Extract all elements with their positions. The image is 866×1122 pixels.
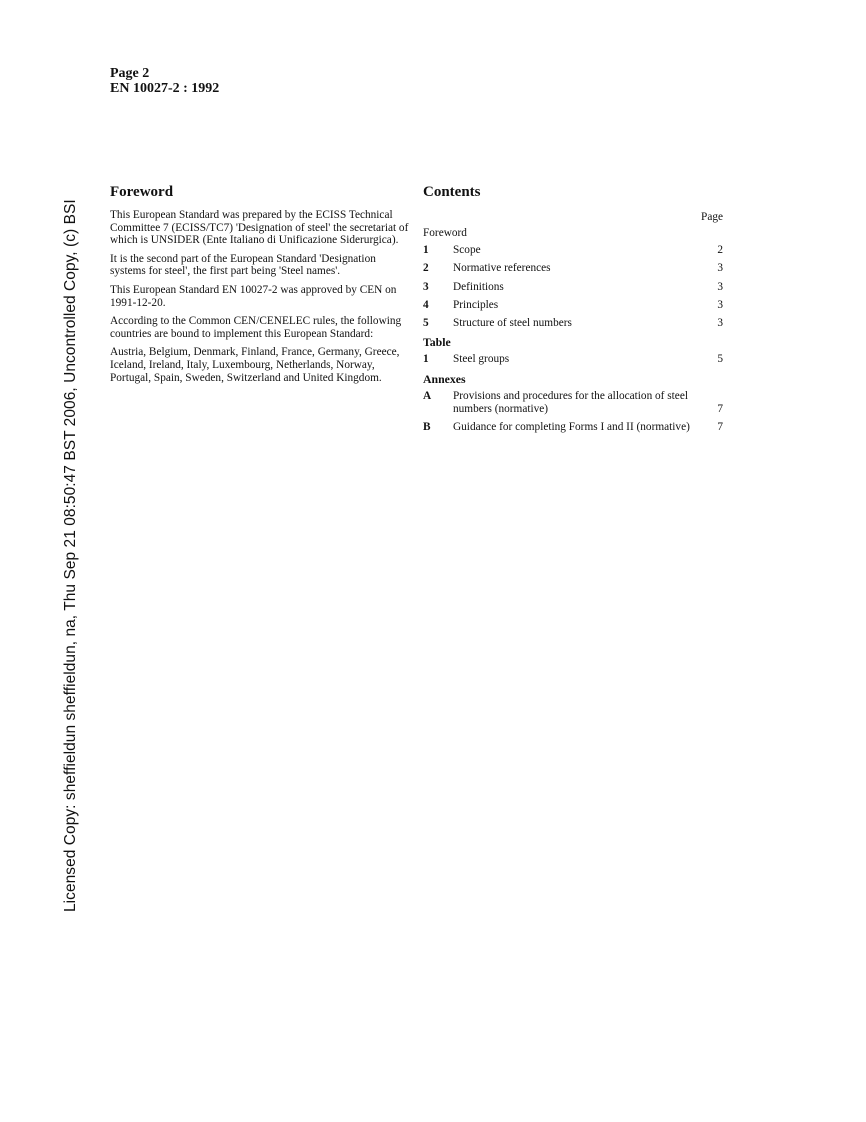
toc-page: 3 (717, 280, 723, 293)
toc-title: Guidance for completing Forms I and II (normative) (453, 421, 690, 434)
foreword-paragraph: Austria, Belgium, Denmark, Finland, France, Germany, Greece, Iceland, Ireland, Italy, Luxembourg, Netherlands, Norway, Portugal, Spain, Sweden, Switzerland and United Kingdom. (110, 346, 400, 384)
toc-entry[interactable] (423, 281, 723, 294)
standard-reference: EN 10027-2 : 1992 (110, 81, 220, 96)
toc-page: 5 (717, 353, 723, 366)
foreword-paragraph: It is the second part of the European Standard 'Designation systems for steel', the first part being 'Steel names'. (110, 252, 376, 278)
foreword-paragraph: This European Standard EN 10027-2 was approved by CEN on 1991-12-20. (110, 283, 397, 309)
toc-entry[interactable] (423, 262, 723, 275)
foreword-paragraph: According to the Common CEN/CENELEC rules, the following countries are bound to implement this European Standard: (110, 315, 402, 340)
toc-title: Definitions (453, 280, 504, 293)
license-watermark: Licensed Copy: sheffieldun sheffieldun, na, Thu Sep 21 08:50:47 BST 2006, Uncontrolled Copy, (c) BSI (62, 199, 79, 912)
toc-entry[interactable] (423, 390, 723, 416)
toc-entry[interactable] (423, 244, 723, 257)
toc-number: 5 (423, 317, 429, 330)
foreword-section (110, 183, 410, 390)
foreword-paragraph: This European Standard was prepared by the ECISS Technical Committee 7 (ECISS/TC7) 'Designation of steel' the secretariat of which is UNSIDER (Ente Italiano di Unificazione Siderurgica). (110, 209, 409, 247)
toc-page: 3 (717, 317, 723, 330)
page-column-label: Page (701, 211, 723, 223)
toc-page: 7 (717, 402, 723, 415)
toc-title: Scope (453, 244, 481, 256)
toc-title: Provisions and procedures for the allocation of steel numbers (normative) (453, 389, 688, 415)
toc-page: 3 (717, 298, 723, 311)
toc-entry[interactable] (423, 299, 723, 312)
toc-number: 3 (423, 280, 429, 293)
toc-annexes-heading: Annexes (423, 371, 466, 386)
toc-entry[interactable] (423, 421, 723, 434)
toc-entry-foreword[interactable]: Foreword (423, 227, 467, 239)
toc-number: 2 (423, 262, 429, 275)
toc-number: 1 (423, 353, 429, 366)
toc-number: B (423, 421, 431, 434)
foreword-title: Foreword (110, 184, 174, 200)
toc-entry[interactable] (423, 353, 723, 366)
toc-number: 1 (423, 244, 429, 256)
page-number: Page 2 (110, 66, 150, 81)
toc-page: 2 (717, 244, 723, 256)
contents-section (423, 183, 723, 439)
toc-entry[interactable] (423, 317, 723, 330)
toc-title: Principles (453, 298, 499, 311)
toc-page: 7 (717, 421, 723, 434)
toc-title: Steel groups (453, 353, 510, 366)
toc-number: A (423, 389, 432, 402)
toc-table-heading: Table (423, 335, 451, 350)
toc-title: Normative references (453, 262, 551, 275)
toc-page: 3 (717, 262, 723, 275)
page-header (110, 66, 219, 96)
toc-title: Structure of steel numbers (453, 317, 572, 330)
contents-title: Contents (423, 184, 481, 200)
toc-number: 4 (423, 298, 429, 311)
